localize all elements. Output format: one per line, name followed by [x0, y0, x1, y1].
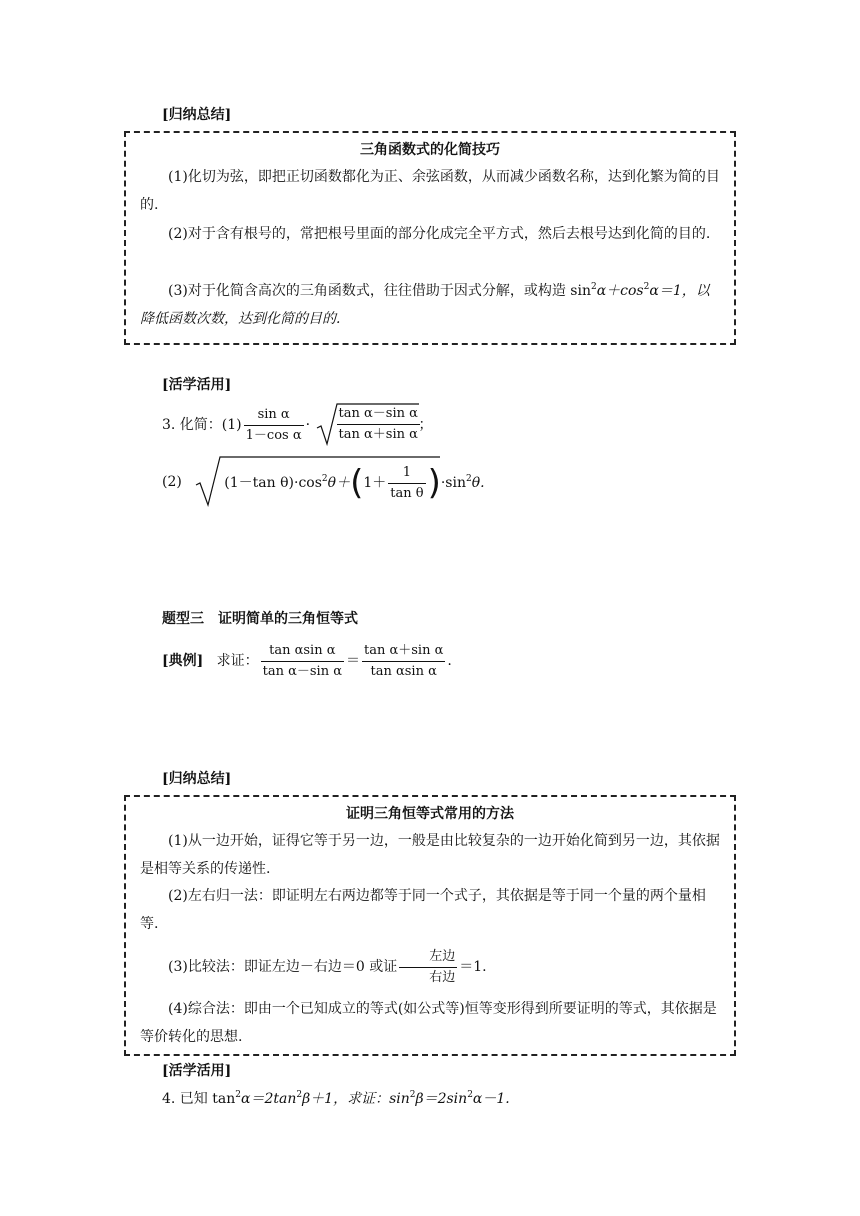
practice-heading-1: [活学活用]: [162, 377, 232, 393]
proof-method-4: (4)综合法：即由一个已知成立的等式(如公式等)恒等变形得到所要证明的等式，其依据是等价转化的思想.: [140, 1001, 717, 1045]
simplify-tip-1: (1)化切为弦，即把正切函数都化为正、余弦函数，从而减少函数名称，达到化繁为简的目的.: [140, 169, 720, 213]
sqrt-symbol: $\frac{\text{tan α－sin α}}{\text{tan α＋sin α}}$: [315, 402, 419, 448]
proof-method-3: (3)比较法：即证左边－右边＝0 或证 $\frac{\text{左边}}{\text{右边}}$ ＝1.: [168, 948, 487, 985]
simplify-tip-3: (3)对于化简含高次的三角函数式，往往借助于因式分解，或构造 $\sin^2\alpha+\cos^2\alpha=1$，以降低函数次数，达到化简的目的.: [140, 282, 710, 327]
simplify-tip-2: (2)对于含有根号的，常把根号里面的部分化成完全平方式，然后去根号达到化简的目的.: [168, 226, 711, 242]
question-3-part-2: (2) (1－tan $\theta)\cdot\cos^2\theta+(1+$ $\frac{1}{\text{tan θ}}$ )$\cdot\sin^2\theta$.: [162, 452, 440, 512]
fraction-sin-over-1-cos: $\frac{\text{sin α}}{\text{1－cos α}}$: [245, 406, 302, 443]
box-title-proof: 证明三角恒等式常用的方法: [346, 806, 514, 822]
summary-box-simplify: [124, 131, 736, 345]
summary-heading-1: [归纳总结]: [162, 107, 232, 123]
question-4: 4. 已知 $\tan^2\alpha=2\tan^2\beta+1$，求证：$\sin^2\beta=2\sin^2\alpha-1$.: [162, 1090, 510, 1107]
sqrt-symbol-2: (1－tan $\theta)\cdot\cos^2\theta+(1+$ $\frac{1}{\text{tan θ}}$ )$\cdot\sin^2\theta$.: [194, 455, 440, 509]
summary-box-proof: [124, 795, 736, 1056]
summary-heading-2: [归纳总结]: [162, 771, 232, 787]
type-3-heading: 题型三 证明简单的三角恒等式: [162, 611, 358, 627]
box-title-simplify: 三角函数式的化简技巧: [360, 142, 500, 158]
proof-method-1: (1)从一边开始，证得它等于另一边，一般是由比较复杂的一边开始化简到另一边，其依据是相等关系的传递性.: [140, 833, 720, 877]
example-proof: [典例] 求证： $\frac{\text{tan αsin α}}{\text{tan α－sin α}}$ ＝ $\frac{\text{tan α＋sin α}}{\text{tan αsin α}}$ .: [162, 642, 452, 679]
practice-heading-2: [活学活用]: [162, 1063, 232, 1079]
proof-method-2: (2)左右归一法：即证明左右两边都等于同一个式子，其依据是等于同一个量的两个量相等.: [140, 888, 706, 932]
question-3-part-1: 3. 化简：(1) $\frac{\text{sin α}}{\text{1－cos α}}$ · $\frac{\text{tan α－sin α}}{\text{tan α＋sin α}}$ ；: [162, 400, 433, 450]
